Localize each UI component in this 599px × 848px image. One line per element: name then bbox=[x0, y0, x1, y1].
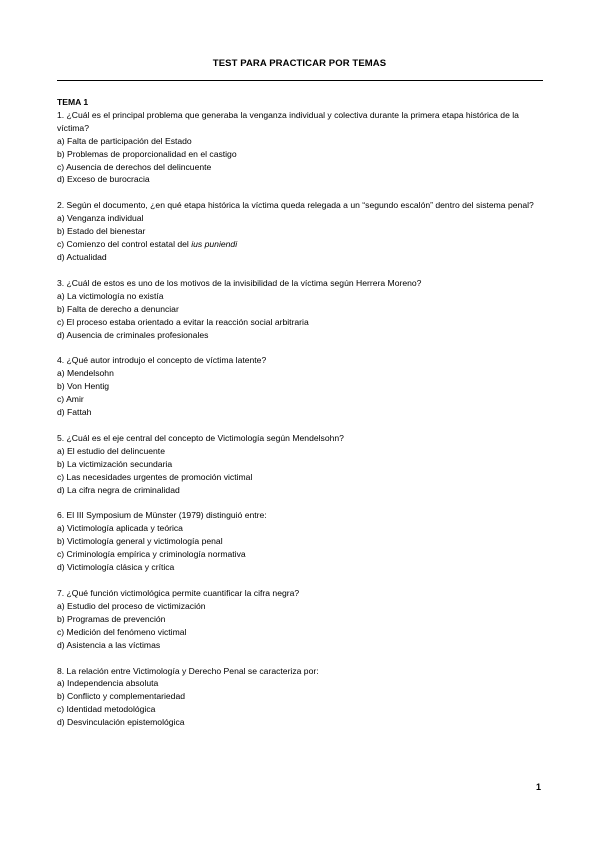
option-c: c) Las necesidades urgentes de promoción victimal bbox=[57, 471, 253, 482]
option-a: a) Venganza individual bbox=[57, 213, 144, 224]
option-b: b) Estado del bienestar bbox=[57, 226, 146, 237]
question-stem: 8. La relación entre Victimología y Derecho Penal se caracteriza por: bbox=[57, 665, 319, 676]
option-b: b) Programas de prevención bbox=[57, 613, 166, 624]
option-a: a) Victimología aplicada y teórica bbox=[57, 523, 183, 534]
option-b: b) Falta de derecho a denunciar bbox=[57, 303, 179, 314]
option-b: b) Von Hentig bbox=[57, 381, 110, 392]
option-d: d) Asistencia a las víctimas bbox=[57, 639, 161, 650]
option-b: b) Conflicto y complementariedad bbox=[57, 691, 186, 702]
option-b: b) La victimización secundaria bbox=[57, 458, 173, 469]
option-c-text: c) Comienzo del control estatal del bbox=[57, 239, 192, 250]
option-d: d) Victimología clásica y crítica bbox=[57, 562, 175, 573]
page-number: 1 bbox=[535, 782, 541, 792]
option-a: a) Independencia absoluta bbox=[57, 678, 159, 689]
question-1 bbox=[57, 109, 543, 186]
option-c: c) Criminología empírica y criminología normativa bbox=[57, 549, 246, 560]
page-title: TEST PARA PRACTICAR POR TEMAS bbox=[212, 58, 387, 69]
option-a: a) Mendelsohn bbox=[57, 368, 114, 379]
option-a: a) Falta de participación del Estado bbox=[57, 135, 192, 146]
option-c-italic: ius puniendi bbox=[191, 239, 238, 250]
question-8 bbox=[57, 665, 543, 730]
question-7 bbox=[57, 587, 543, 652]
topic-heading: TEMA 1 bbox=[57, 97, 89, 107]
option-c: c) El proceso estaba orientado a evitar la reacción social arbitraria bbox=[57, 316, 309, 327]
option-a: a) Estudio del proceso de victimización bbox=[57, 600, 206, 611]
option-d: d) Fattah bbox=[57, 407, 92, 418]
option-d: d) Ausencia de criminales profesionales bbox=[57, 329, 209, 340]
question-5 bbox=[57, 432, 543, 497]
option-b: b) Victimología general y victimología penal bbox=[57, 536, 223, 547]
option-c bbox=[57, 238, 543, 251]
question-3 bbox=[57, 277, 543, 342]
option-b: b) Problemas de proporcionalidad en el castigo bbox=[57, 148, 237, 159]
option-d: d) Actualidad bbox=[57, 251, 107, 262]
option-c: c) Ausencia de derechos del delincuente bbox=[57, 161, 212, 172]
question-4 bbox=[57, 354, 543, 419]
option-c: c) Amir bbox=[57, 394, 84, 405]
option-a: a) El estudio del delincuente bbox=[57, 445, 165, 456]
question-stem: 5. ¿Cuál es el eje central del concepto de Victimología según Mendelsohn? bbox=[57, 432, 344, 443]
option-d: d) Exceso de burocracia bbox=[57, 174, 150, 185]
question-stem: 1. ¿Cuál es el principal problema que generaba la venganza individual y colectiva durante la primera etapa histórica de la víctima? bbox=[57, 109, 519, 133]
question-stem: 4. ¿Qué autor introdujo el concepto de víctima latente? bbox=[57, 355, 267, 366]
option-d: d) Desvinculación epistemológica bbox=[57, 717, 185, 728]
option-c: c) Medición del fenómeno victimal bbox=[57, 626, 187, 637]
option-d: d) La cifra negra de criminalidad bbox=[57, 484, 180, 495]
question-2 bbox=[57, 199, 543, 264]
question-stem: 2. Según el documento, ¿en qué etapa histórica la víctima queda relegada a un “segundo escalón” dentro del sistema penal? bbox=[57, 200, 534, 211]
question-stem: 6. El III Symposium de Münster (1979) distinguió entre: bbox=[57, 510, 267, 521]
question-6 bbox=[57, 509, 543, 574]
question-stem: 3. ¿Cuál de estos es uno de los motivos de la invisibilidad de la víctima según Herrera Moreno? bbox=[57, 277, 422, 288]
question-stem: 7. ¿Qué función victimológica permite cuantificar la cifra negra? bbox=[57, 588, 300, 598]
option-c: c) Identidad metodológica bbox=[57, 704, 156, 715]
title-divider bbox=[57, 80, 543, 81]
option-a: a) La victimología no existía bbox=[57, 290, 164, 301]
question-list bbox=[57, 96, 543, 742]
